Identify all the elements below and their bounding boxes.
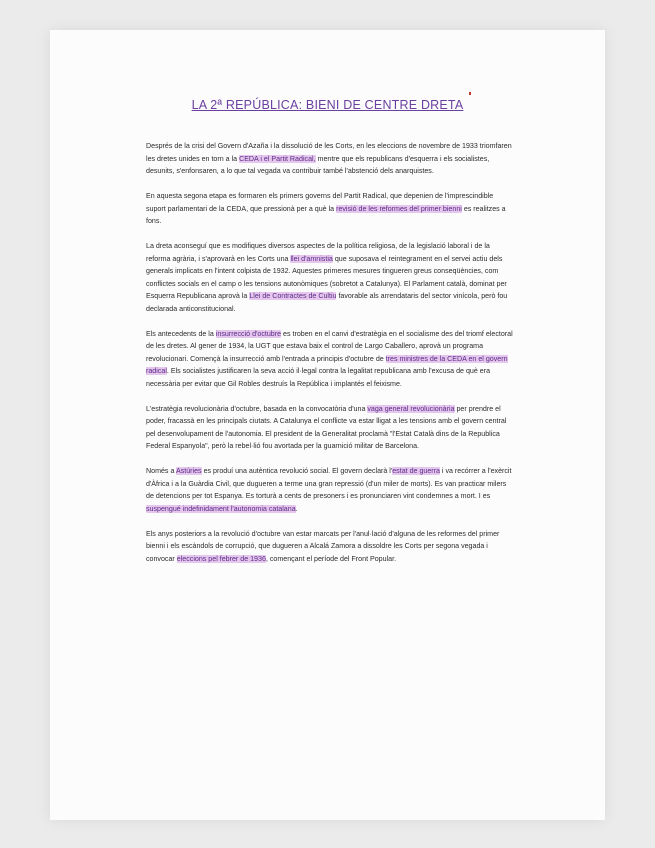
highlighted-text: estat de guerra [392,467,440,475]
pen-mark [469,92,471,95]
paragraph [146,403,514,453]
text-run: Només a [146,467,176,475]
highlighted-text: tres ministres de la CEDA en el govern radical [146,354,508,375]
text-run: . [295,504,298,513]
highlighted-text: vaga general revolucionària [367,404,455,413]
text-run: favorable als arrendataris del sector vinícola, però fou declarada anticonstitucional. [146,292,508,313]
text-run: que suposava el reintegrament en el servei actiu dels generals implicats en l'intent colpista de 1932. Aquestes primeres mesures tingueren greus conseqüències, com conflictes socials en el camp o les tensions autonòmiques (sobretot a Catalunya). El Parlament català, dominat per Esquerra Republicana aprovà la [146,254,507,300]
text-run: Després de la crisi del Govern d'Azaña i la dissolució de les Corts, en les eleccions de novembre de 1933 triomfaren les dretes unides en torn a la [146,142,512,163]
text-run: Els anys posteriors a la revolució d'octubre van estar marcats per l'anul·lació d'alguna de les reformes del primer bienni i els escàndols de corrupció, que dugueren a Alcalá Zamora a dissoldre les Corts per segona vegada i convocar [146,529,500,563]
text-run: Els antecedents de la [146,329,216,338]
text-run: . Els socialistes justificaren la seva acció il·legal contra la legalitat republicana amb l'excusa de què era necessària per evitar que Gil Robles destruís la República i implantés el feixisme. [146,367,491,388]
highlighted-text: CEDA i el Partit Radical, [239,154,316,163]
paragraph [146,328,514,391]
paragraph [146,465,514,515]
text-run: , començant el període del Front Popular. [265,554,397,563]
text-run: La dreta aconseguí que es modifiques diversos aspectes de la política religiosa, de la legislació laboral i de la reforma agrària, i s'aprovarà en les Corts una [146,242,490,263]
document-body [146,140,514,578]
highlighted-text: revisió de les reformes del primer bienni [336,204,462,213]
document-page [50,30,605,820]
highlighted-text: eleccions pel febrer de 1936 [176,554,266,563]
paragraph [146,140,514,178]
highlighted-text: Llei de Contractes de Cultiu [249,292,337,300]
text-run: i va recórrer a l'exèrcit d'Àfrica i a la Guàrdia Civil, que dugueren a terme una gran repressió (d'un miler de morts). Es van practicar milers de detencions per tot Espanya. Es torturà a cents de presoners i es pronunciaren vint condemnes a mort. I es [146,467,512,500]
highlighted-text: insurrecció d'octubre [215,329,282,338]
text-run: per prendre el poder, fracassà en les principals ciutats. A Catalunya el conflicte va estar lligat a les tensions amb el govern central pel desenvolupament de l'autonomia. El president de la Generalitat proclamà "l'Estat Català dins de la Republica Federal Espanyola", però la rebel·lió fou avortada per la guarnició militar de Barcelona. [146,404,507,450]
paragraph [146,528,514,566]
text-run: mentre que els republicans d'esquerra i els socialistes, desunits, s'enfonsaren, a lo que tal vegada va contribuir també l'abstenció dels anarquistes. [146,154,490,175]
paragraph [146,190,514,228]
highlighted-text: suspengué indefinidament l'autonomia catalana [146,504,296,513]
text-run: es realitzes a fons. [146,204,506,225]
text-run: es produí una autèntica revolució social. El govern declarà l' [201,467,393,475]
text-run: es troben en el canvi d'estratègia en el socialisme des del triomf electoral de les dretes. Al gener de 1934, la UGT que estava baix el control de Largo Caballero, aprovà un programa revolucionari. Començà la insurrecció amb l'entrada a principis d'octubre de [146,329,513,363]
text-run: L'estratègia revolucionària d'octubre, basada en la convocatòria d'una [146,404,368,413]
highlighted-text: Astúries [175,467,202,475]
highlighted-text: llei d'amnistia [290,254,333,263]
paragraph [146,240,514,315]
page-title: LA 2ª REPÚBLICA: BIENI DE CENTRE DRETA [191,98,464,112]
text-run: En aquesta segona etapa es formaren els primers governs del Partit Radical, que depenien de l'imprescindible suport parlamentari de la CEDA, que pressionà per a què la [146,192,494,213]
